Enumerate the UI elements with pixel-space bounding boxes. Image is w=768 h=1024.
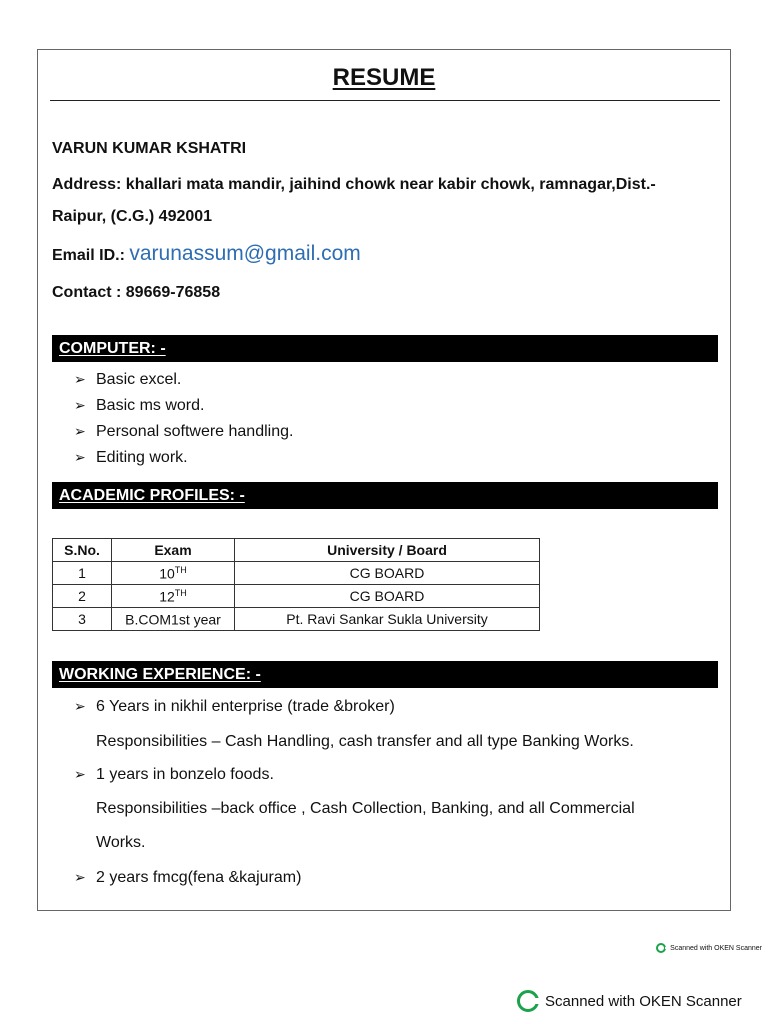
- section-heading-academic: [52, 482, 718, 509]
- oken-scanner-icon: [517, 990, 539, 1012]
- email-row: [52, 242, 361, 266]
- cell-sno: 3: [53, 608, 112, 631]
- responsibility-text: Responsibilities –back office , Cash Collection, Banking, and all Commercial: [96, 800, 635, 817]
- cell-exam: 10TH: [112, 562, 235, 585]
- table-row: [53, 608, 540, 631]
- cell-board: CG BOARD: [235, 585, 540, 608]
- section-heading-text: COMPUTER: -: [59, 340, 166, 357]
- candidate-name: VARUN KUMAR KSHATRI: [52, 140, 247, 157]
- responsibility-text: Works.: [96, 834, 146, 851]
- list-item: ➢ 1 years in bonzelo foods.: [74, 766, 274, 783]
- table-row: [53, 562, 540, 585]
- section-heading-text: WORKING EXPERIENCE: -: [59, 666, 261, 683]
- cell-sno: 2: [53, 585, 112, 608]
- list-item: ➢ Basic ms word.: [74, 397, 205, 414]
- header-sno: S.No.: [53, 539, 112, 562]
- arrow-bullet-icon: ➢: [74, 371, 86, 387]
- address-line-2: Raipur, (C.G.) 492001: [52, 208, 213, 225]
- watermark-text: Scanned with OKEN Scanner: [670, 944, 762, 952]
- scanner-watermark-small: [656, 943, 762, 953]
- responsibility-text: Responsibilities – Cash Handling, cash transfer and all type Banking Works.: [96, 733, 634, 750]
- header-exam: Exam: [112, 539, 235, 562]
- address-line-1: Address: khallari mata mandir, jaihind chowk near kabir chowk, ramnagar,Dist.-: [52, 176, 656, 193]
- section-heading-computer: [52, 335, 718, 362]
- arrow-bullet-icon: ➢: [74, 397, 86, 413]
- list-item: ➢ 6 Years in nikhil enterprise (trade &broker): [74, 698, 395, 715]
- oken-scanner-icon: [656, 943, 666, 953]
- arrow-bullet-icon: ➢: [74, 423, 86, 439]
- title-divider: [50, 100, 720, 101]
- scanner-watermark: [517, 990, 742, 1012]
- cell-board: CG BOARD: [235, 562, 540, 585]
- watermark-text: Scanned with OKEN Scanner: [545, 992, 742, 1010]
- arrow-bullet-icon: ➢: [74, 869, 86, 885]
- email-label: Email ID.:: [52, 247, 125, 264]
- contact-line: Contact : 89669-76858: [52, 284, 221, 301]
- section-heading-text: ACADEMIC PROFILES: -: [59, 487, 245, 504]
- cell-exam: B.COM1st year: [112, 608, 235, 631]
- academic-table: [52, 538, 540, 631]
- list-item: ➢ 2 years fmcg(fena &kajuram): [74, 869, 302, 886]
- arrow-bullet-icon: ➢: [74, 449, 86, 465]
- list-item: ➢ Editing work.: [74, 449, 188, 466]
- arrow-bullet-icon: ➢: [74, 698, 86, 714]
- table-header-row: [53, 539, 540, 562]
- table-row: [53, 585, 540, 608]
- arrow-bullet-icon: ➢: [74, 766, 86, 782]
- cell-exam: 12TH: [112, 585, 235, 608]
- cell-board: Pt. Ravi Sankar Sukla University: [235, 608, 540, 631]
- resume-title: RESUME: [332, 64, 436, 91]
- list-item: ➢ Personal softwere handling.: [74, 423, 294, 440]
- header-board: University / Board: [235, 539, 540, 562]
- section-heading-experience: [52, 661, 718, 688]
- cell-sno: 1: [53, 562, 112, 585]
- list-item: ➢ Basic excel.: [74, 371, 182, 388]
- email-link[interactable]: varunassum@gmail.com: [129, 242, 361, 265]
